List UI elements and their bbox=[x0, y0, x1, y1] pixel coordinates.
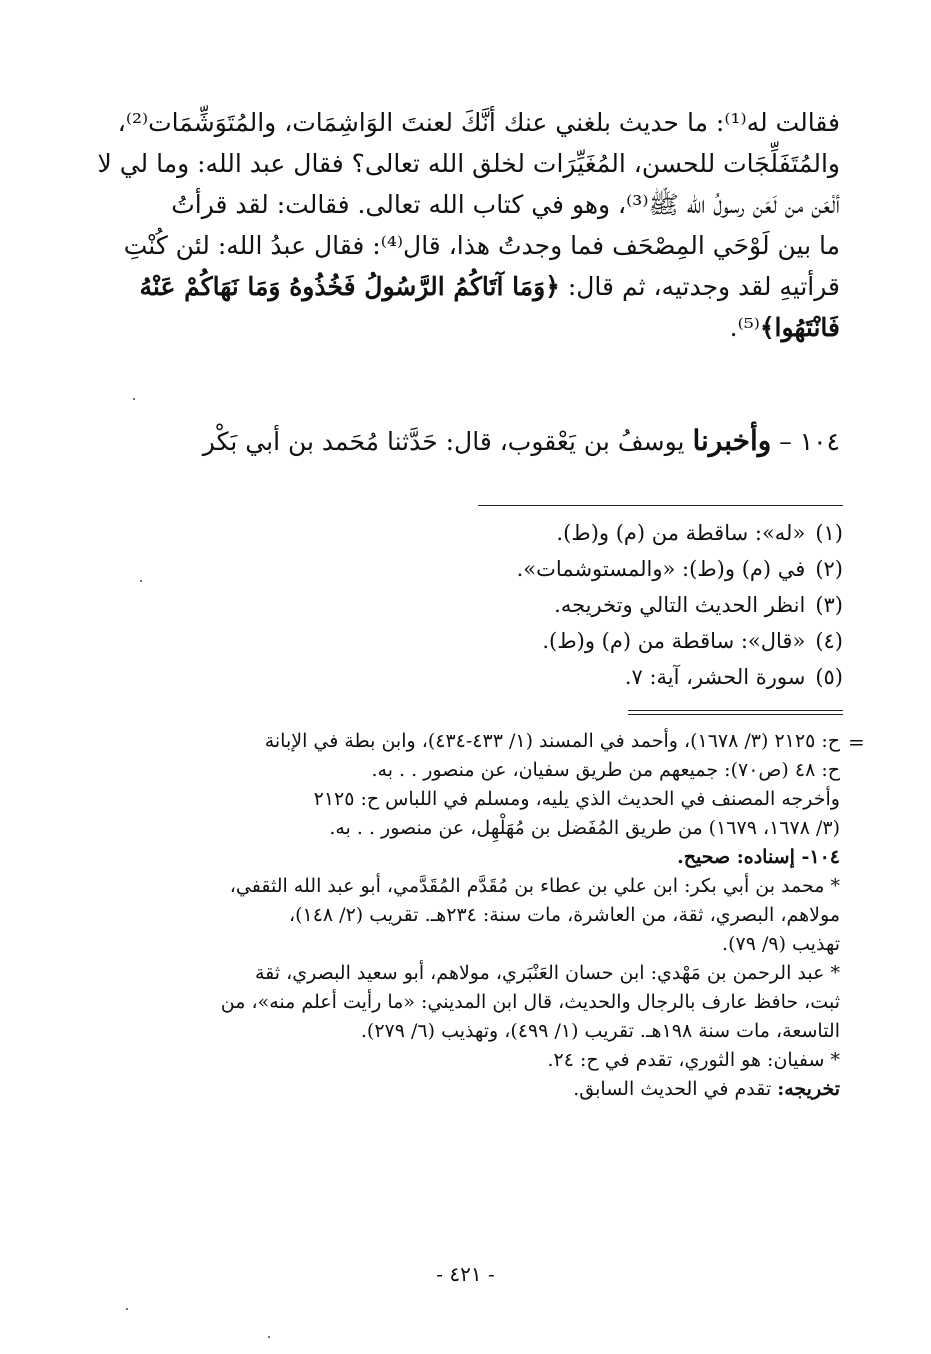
footnote-text: سورة الحشر، آية: ٧. bbox=[624, 665, 806, 689]
scan-speck bbox=[126, 1308, 128, 1310]
footnote-item bbox=[443, 551, 843, 587]
footnote-number: (١) bbox=[815, 521, 843, 545]
footnote-text: «قال»: ساقطة من (م) و(ط). bbox=[542, 629, 806, 653]
takhrij-line: ح: ٢١٢٥ (٣/ ١٦٧٨)، وأحمد في المسند (١/ ٤٣٣-٤٣٤)، وابن بطة في الإبانة bbox=[264, 730, 840, 752]
takhrij-conclusion bbox=[150, 1075, 840, 1104]
footnote-number: (٢) bbox=[815, 557, 843, 581]
quran-footnote-ref: ⁽⁵⁾. bbox=[729, 313, 760, 342]
takhrij-line: ح: ٤٨ (ص٧٠): جميعهم من طريق سفيان، عن منصور . . به. bbox=[371, 759, 840, 781]
narrator-line: * عبد الرحمن بن مَهْدي: ابن حسان العَنْبَري، مولاهم، أبو سعيد البصري، ثقة bbox=[254, 962, 840, 984]
footnote-text: «له»: ساقطة من (م) و(ط). bbox=[556, 521, 806, 545]
narrator-line: * سفيان: هو الثوري، تقدم في ح: ٢٤. bbox=[547, 1049, 840, 1071]
footnote-number: (٥) bbox=[815, 665, 843, 689]
takhrij-line: وأخرجه المصنف في الحديث الذي يليه، ومسلم في اللباس ح: ٢١٢٥ bbox=[313, 788, 840, 810]
scan-speck bbox=[133, 398, 135, 400]
narrator-line: * محمد بن أبي بكر: ابن علي بن عطاء بن مُقَدَّم المُقَدَّمي، أبو عبد الله الثقفي، bbox=[229, 875, 840, 897]
takhrij-conclusion-text: تقدم في الحديث السابق. bbox=[573, 1078, 772, 1100]
hadith-104-heading bbox=[150, 420, 840, 462]
narrator-line: التاسعة، مات سنة ١٩٨هـ. تقريب (١/ ٤٩٩)، وتهذيب (٦/ ٢٧٩). bbox=[360, 1020, 840, 1042]
page-number: - ٤٢١ - bbox=[436, 1262, 495, 1286]
main-line-with-verse bbox=[139, 266, 840, 307]
main-line: والمُتَفَلِّجَات للحسن، المُغَيِّرَات لخلق الله تعالى؟ فقال عبد الله: وما لي لا bbox=[97, 149, 840, 178]
main-paragraph bbox=[97, 102, 840, 348]
takhrij-line: (٣/ ١٦٧٨، ١٦٧٩) من طريق المُفَضل بن مُهَلْهِل، عن منصور . . به. bbox=[329, 817, 840, 839]
main-line: ما بين لَوْحَي المِصْحَف فما وجدتُ هذا، قال⁽⁴⁾: فقال عبدُ الله: لئن كُنْتِ bbox=[123, 231, 840, 260]
footnote-text: انظر الحديث التالي وتخريجه. bbox=[554, 593, 806, 617]
footnote-item bbox=[443, 515, 843, 551]
footnote-separator bbox=[478, 505, 843, 506]
takhrij-separator bbox=[628, 710, 843, 715]
takhrij-label: تخريجه: bbox=[777, 1078, 840, 1100]
footnotes-list bbox=[443, 515, 843, 695]
narrator-line: تهذيب (٩/ ٧٩). bbox=[722, 933, 840, 955]
isnad-heading: ١٠٤- إسناده: صحيح. bbox=[677, 846, 840, 868]
takhrij-section bbox=[150, 727, 840, 1104]
quran-verse-part1: ﴿وَمَا آتَاكُمُ الرَّسُولُ فَخُذُوهُ وَمَا نَهَاكُمْ عَنْهُ bbox=[139, 272, 560, 301]
quran-verse-part2: فَانْتَهُوا﴾ bbox=[759, 313, 840, 342]
continuation-mark: = bbox=[848, 730, 865, 754]
footnote-item bbox=[443, 659, 843, 695]
main-line-verse-end bbox=[150, 307, 840, 348]
hadith-chain-text: يوسفُ بن يَعْقوب، قال: حَدَّثنا مُحَمد بن أبي بَكْر bbox=[202, 427, 685, 456]
main-line-text: قرأتيهِ لقد وجدتيه، ثم قال: bbox=[567, 272, 840, 301]
footnote-number: (٣) bbox=[815, 593, 843, 617]
main-line: فقالت له⁽¹⁾: ما حديث بلغني عنك أنَّكَ لعنتَ الوَاشِمَات، والمُتَوَشِّمَات⁽²⁾، bbox=[117, 108, 840, 137]
footnote-number: (٤) bbox=[815, 629, 843, 653]
narrator-line: ثبت، حافظ عارف بالرجال والحديث، قال ابن المديني: «ما رأيت أعلم منه»، من bbox=[220, 991, 840, 1013]
hadith-number: ١٠٤ – bbox=[779, 427, 840, 456]
main-line: ألْعَن من لَعَن رسولُ الله ﷺ⁽³⁾، وهو في كتاب الله تعالى. فقالت: لقد قرأتُ bbox=[171, 190, 840, 219]
narrator-line: مولاهم، البصري، ثقة، من العاشرة، مات سنة: ٢٣٤هـ. تقريب (٢/ ١٤٨)، bbox=[288, 904, 840, 926]
scan-speck bbox=[268, 1336, 270, 1338]
scan-speck bbox=[140, 580, 142, 582]
footnote-item bbox=[443, 623, 843, 659]
footnote-text: في (م) و(ط): «والمستوشمات». bbox=[516, 557, 806, 581]
footnote-item bbox=[443, 587, 843, 623]
hadith-lead-word: وأخبرنا bbox=[692, 424, 772, 457]
